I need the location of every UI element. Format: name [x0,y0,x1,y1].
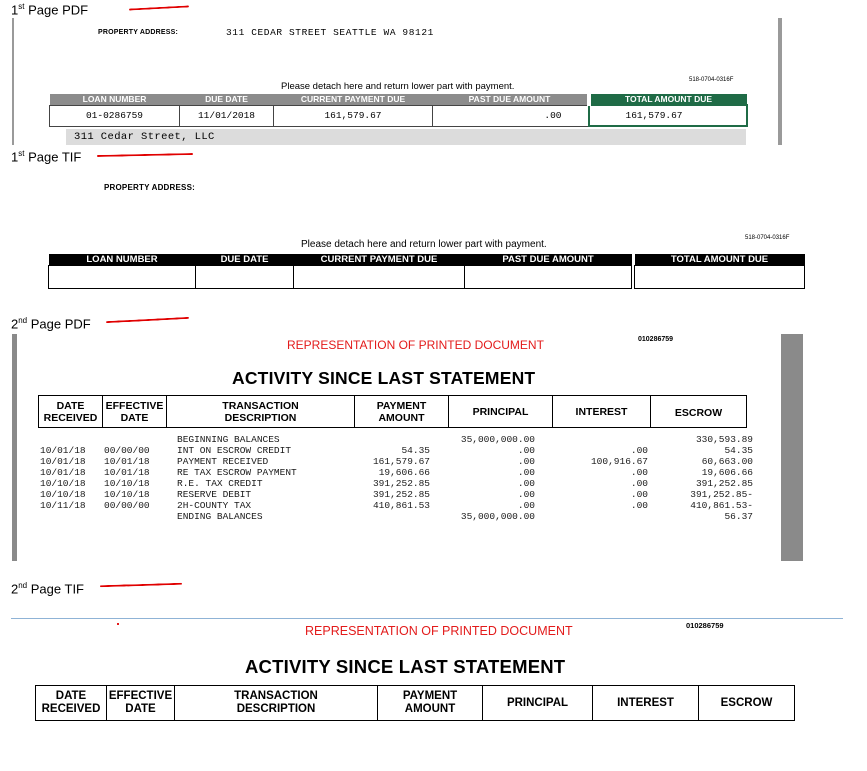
section-label-text: Page TIF [30,581,84,597]
row-0-payment [342,434,430,445]
row-6-interest: .00 [630,500,648,511]
panel-border-right [781,334,803,561]
header-principal: PRINCIPAL [483,686,593,721]
row-6-effective: 00/00/00 [104,500,150,511]
header-line: DATE [120,411,149,424]
header-date-received [39,396,103,428]
header-transaction-description [167,396,355,428]
row-2-date: 10/01/18 [40,456,86,467]
second-page-tif-panel [11,619,843,771]
header-line: DESCRIPTION [224,411,297,424]
first-page-pdf-panel [12,18,782,146]
detach-instruction: Please detach here and return lower part with payment. [281,81,515,92]
document-number: 010286759 [638,336,674,343]
row-1-desc: INT ON ESCROW CREDIT [177,445,292,456]
row-4-escrow: 391,252.85 [695,478,753,489]
ordinal-number: 1 [11,2,19,18]
row-1-interest: .00 [630,445,648,456]
header-line: RECEIVED [41,703,101,715]
ordinal-suffix: st [18,149,25,158]
row-0-date [40,434,98,445]
panel-border-right [778,18,782,145]
ordinal-number: 2 [11,316,19,332]
row-1-principal: .00 [517,445,535,456]
row-3-date: 10/01/18 [40,467,86,478]
payment-amount-column [342,434,430,522]
header-line: TRANSACTION [222,399,299,412]
section-label-text: Page PDF [28,2,89,18]
description-column [177,434,347,522]
header-past-due-amount: PAST DUE AMOUNT [465,254,632,266]
header-interest: INTEREST [553,396,651,428]
row-0-escrow: 330,593.89 [695,434,753,445]
row-5-interest: .00 [630,489,648,500]
annotation-underline [129,5,189,10]
header-principal: PRINCIPAL [449,396,553,428]
row-4-effective: 10/10/18 [104,478,150,489]
reference-number: 518-0704-0316F [745,235,790,241]
activity-header-table [38,395,747,428]
due-date-value: 11/01/2018 [180,105,274,126]
row-7-effective [104,511,164,522]
document-number: 010286759 [686,621,724,630]
header-current-payment-due: CURRENT PAYMENT DUE [294,254,465,266]
loan-number-value: 01-0286759 [50,105,180,126]
row-7-date [40,511,98,522]
header-payment-amount [378,686,483,721]
row-5-escrow: 391,252.85- [690,489,753,500]
row-3-payment: 19,606.66 [378,467,430,478]
row-3-interest: .00 [630,467,648,478]
row-5-desc: RESERVE DEBIT [177,489,252,500]
header-due-date: DUE DATE [196,254,294,266]
header-escrow: ESCROW [699,686,795,721]
header-total-amount-due: TOTAL AMOUNT DUE [635,254,805,266]
header-line: AMOUNT [404,703,456,715]
reference-number: 518-0704-0316F [689,77,734,83]
header-due-date: DUE DATE [180,94,274,105]
row-2-escrow: 60,663.00 [701,456,753,467]
due-date-cell [196,266,294,289]
ordinal-suffix: nd [18,581,28,590]
header-line: DATE [125,703,156,715]
header-line: PAYMENT [376,399,427,412]
past-due-amount-cell [465,266,632,289]
row-4-principal: .00 [517,478,535,489]
row-6-date: 10/11/18 [40,500,86,511]
total-amount-due-value: 161,579.67 [589,105,747,126]
ordinal-suffix: nd [18,316,28,325]
row-0-desc: BEGINNING BALANCES [177,434,280,445]
row-3-effective: 10/01/18 [104,467,150,478]
activity-header-table [35,685,795,721]
property-address-value: 311 CEDAR STREET SEATTLE WA 98121 [226,27,434,38]
row-4-desc: R.E. TAX CREDIT [177,478,263,489]
row-3-escrow: 19,606.66 [701,467,753,478]
section-label-text: Page PDF [30,316,91,332]
current-payment-due-value: 161,579.67 [274,105,433,126]
row-2-interest: 100,916.67 [590,456,648,467]
payment-coupon-table [48,254,632,289]
row-3-principal: .00 [517,467,535,478]
representation-notice: REPRESENTATION OF PRINTED DOCUMENT [305,624,573,638]
header-line: DATE [56,399,85,412]
ordinal-number: 1 [11,149,19,165]
property-address-label: PROPERTY ADDRESS: [98,29,179,36]
header-payment-amount [355,396,449,428]
row-4-date: 10/10/18 [40,478,86,489]
row-7-escrow: 56.37 [724,511,753,522]
borrower-name: 311 Cedar Street, LLC [74,131,215,143]
header-effective-date [103,396,167,428]
current-payment-due-cell [294,266,465,289]
header-loan-number: LOAN NUMBER [49,254,196,266]
row-5-effective: 10/10/18 [104,489,150,500]
section-label-first-page-tif [11,149,81,164]
row-7-desc: ENDING BALANCES [177,511,263,522]
row-1-date: 10/01/18 [40,445,86,456]
row-0-principal: 35,000,000.00 [460,434,535,445]
activity-title: ACTIVITY SINCE LAST STATEMENT [245,656,566,677]
header-total-amount-due: TOTAL AMOUNT DUE [589,94,747,105]
section-label-second-page-pdf [11,316,91,331]
row-2-desc: PAYMENT RECEIVED [177,456,269,467]
principal-column [437,434,535,522]
row-6-principal: .00 [517,500,535,511]
payment-coupon-table [49,94,748,127]
header-date-received [36,686,107,721]
detach-instruction: Please detach here and return lower part with payment. [301,239,547,250]
row-3-desc: RE TAX ESCROW PAYMENT [177,467,297,478]
row-1-effective: 00/00/00 [104,445,150,456]
effective-date-column [104,434,164,522]
row-4-interest: .00 [630,478,648,489]
annotation-underline [97,153,193,157]
row-5-date: 10/10/18 [40,489,86,500]
date-received-column [40,434,98,522]
header-effective-date [107,686,175,721]
property-address-label: PROPERTY ADDRESS: [104,183,195,192]
row-5-principal: .00 [517,489,535,500]
activity-title: ACTIVITY SINCE LAST STATEMENT [232,368,536,388]
row-0-effective [104,434,164,445]
escrow-column [656,434,753,522]
section-label-first-page-pdf [11,2,88,17]
row-7-interest [540,511,648,522]
header-line: DESCRIPTION [236,703,316,715]
panel-border-left [12,18,14,145]
past-due-amount-value: .00 [433,105,589,126]
total-amount-due-cell [635,266,805,289]
header-escrow: ESCROW [651,396,747,428]
header-line: EFFECTIVE [108,690,173,702]
ordinal-suffix: st [18,2,25,11]
row-5-payment: 391,252.85 [372,489,430,500]
header-past-due-amount: PAST DUE AMOUNT [433,94,589,105]
first-page-tif-panel [12,170,848,294]
panel-border-left [12,334,17,561]
header-line: TRANSACTION [234,690,318,702]
row-2-principal: .00 [517,456,535,467]
header-interest: INTEREST [593,686,699,721]
row-2-effective: 10/01/18 [104,456,150,467]
row-0-interest [540,434,648,445]
row-7-principal: 35,000,000.00 [460,511,535,522]
header-line: PAYMENT [402,690,458,702]
header-loan-number: LOAN NUMBER [50,94,180,105]
interest-column [540,434,648,522]
annotation-underline [106,317,189,323]
ordinal-number: 2 [11,581,19,597]
row-4-payment: 391,252.85 [372,478,430,489]
header-line: RECEIVED [43,411,98,424]
section-label-text: Page TIF [28,149,82,165]
header-current-payment-due: CURRENT PAYMENT DUE [274,94,433,105]
annotation-underline [100,583,182,588]
total-amount-due-table [634,254,805,289]
borrower-band [66,129,746,145]
row-6-escrow: 410,861.53- [690,500,753,511]
row-1-payment: 54.35 [401,445,430,456]
header-line: AMOUNT [378,411,425,424]
representation-notice: REPRESENTATION OF PRINTED DOCUMENT [287,338,544,352]
row-6-payment: 410,861.53 [372,500,430,511]
row-7-payment [342,511,430,522]
header-line: EFFECTIVE [105,399,164,412]
loan-number-cell [49,266,196,289]
header-line: DATE [55,690,87,702]
second-page-pdf-panel [12,334,803,561]
header-transaction-description [175,686,378,721]
row-6-desc: 2H-COUNTY TAX [177,500,252,511]
row-1-escrow: 54.35 [724,445,753,456]
row-2-payment: 161,579.67 [372,456,430,467]
section-label-second-page-tif [11,581,84,596]
